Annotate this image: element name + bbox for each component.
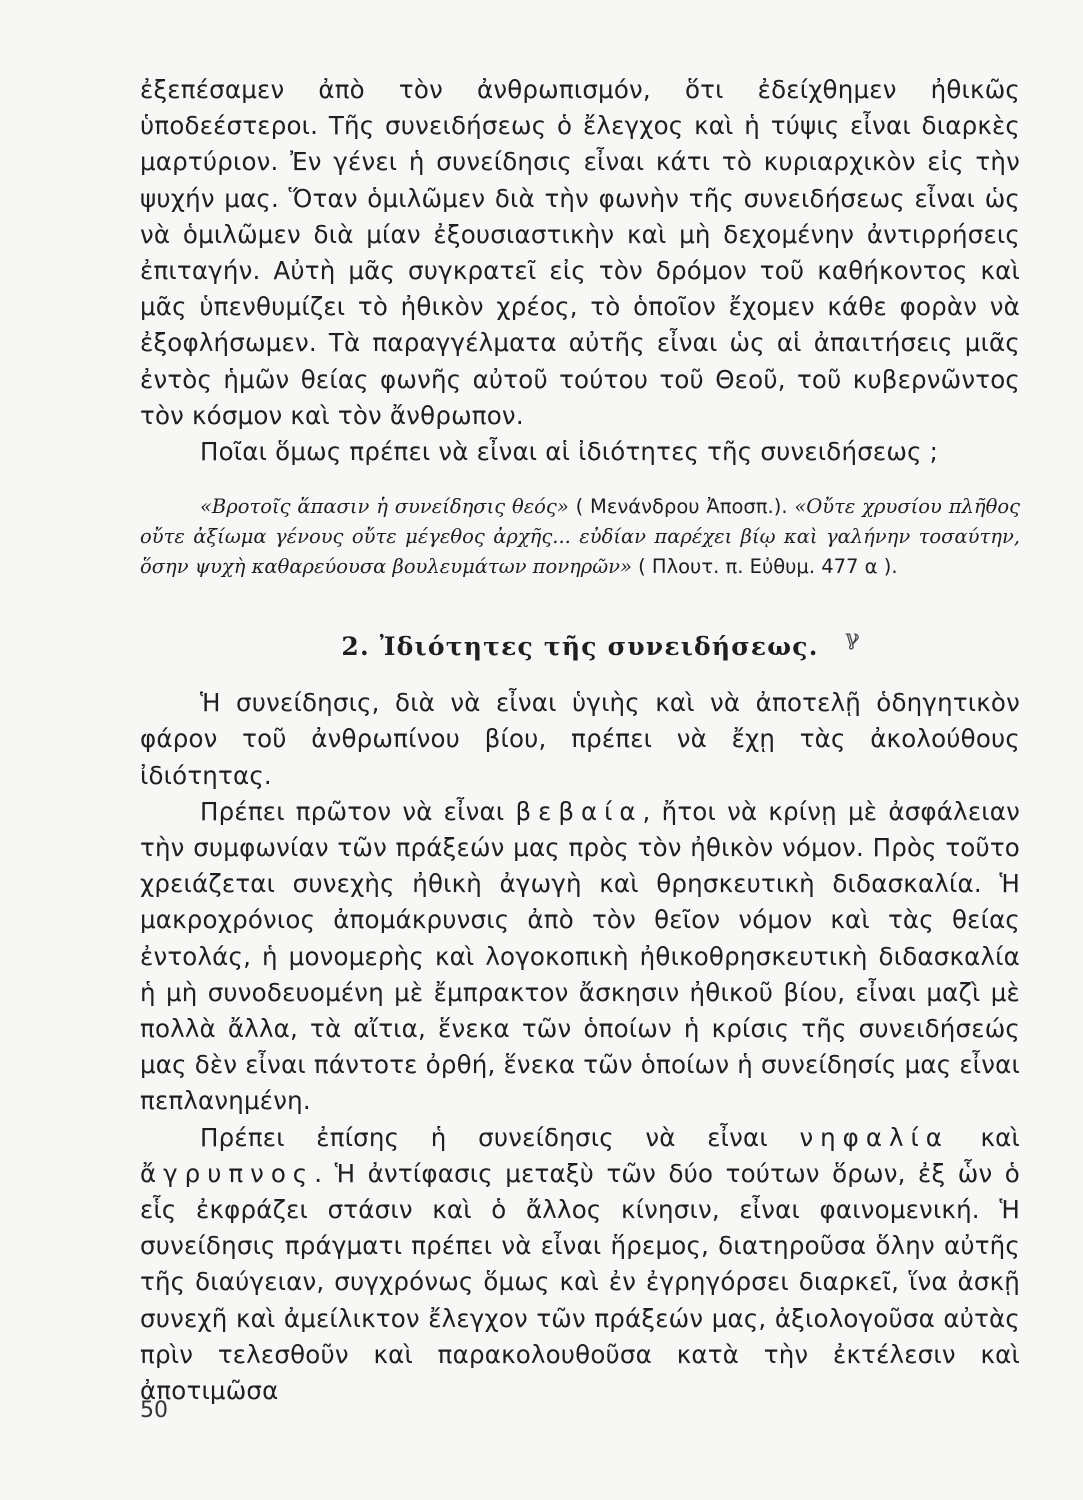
paragraph-certain-start: Πρέπει πρῶτον νὰ εἶναι — [200, 796, 516, 826]
paragraph-sober-rest: . Ἡ ἀντίφασις μεταξὺ τῶν δύο τούτων ὅρων, ἐξ ὧν ὁ εἷς ἐκφράζει στάσιν καὶ ὁ ἄλλος κίνησιν, εἶναι φαινομενική. Ἡ συνείδησις πράγματι πρέπει νὰ εἶναι ἥρεμος, διατηροῦσα ὅλην αὐτῆς τῆς διαύγειαν, συγχρόνως ὅμως καὶ ἐν ἐγρηγόρσει διαρκεῖ, ἵνα ἀσκῇ συνεχῆ καὶ ἀμείλικτον ἔλεγχον τῶν πράξεών μας, ἀξιολογοῦσα αὐτὰς πρὶν τελεσθοῦν καὶ παρακολουθοῦσα κατὰ τὴν ἐκτέλεσιν καὶ ἀποτιμῶσα — [140, 1158, 1020, 1406]
quote-plutarch: «Οὔτε χρυσίου πλῆθος οὔτε ἀξίωμα γένους οὔτε μέγεθος ἀρχῆς... εὐδίαν παρέχει βίῳ καὶ γαλήνην τοσαύτην, ὅσην ψυχὴ καθαρεύουσα βουλευμάτων πονηρῶν» — [140, 495, 1020, 579]
section-heading-text: 2. Ἰδιότητες τῆς συνειδήσεως. — [341, 632, 819, 662]
term-certain: βεβαία — [515, 796, 643, 826]
paragraph-certain — [140, 794, 1020, 1120]
section-heading — [140, 626, 1020, 662]
paragraph-sober-start: Πρέπει ἐπίσης ἡ συνείδησις νὰ εἶναι — [200, 1122, 800, 1152]
page-body — [140, 72, 1020, 1409]
handwritten-margin-mark: ℽ — [845, 626, 861, 652]
term-sober: νηφαλία — [799, 1122, 949, 1152]
page-number: 50 — [140, 1398, 168, 1423]
quotation-block — [140, 492, 1020, 582]
quote-menander-source: ( Μενάνδρου Ἀποσπ.). — [568, 495, 795, 519]
paragraph-sober-and: καὶ — [948, 1122, 1020, 1152]
term-vigilant: ἄγρυπνος — [140, 1158, 315, 1188]
paragraph-question: Ποῖαι ὅμως πρέπει νὰ εἶναι αἱ ἰδιότητες τῆς συνειδήσεως ; — [200, 437, 939, 467]
paragraph-certain-rest: , ἤτοι νὰ κρίνῃ μὲ ἀσφάλειαν τὴν συμφωνίαν τῶν πράξεών μας πρὸς τὸν ἠθικὸν νόμον. Πρὸς τοῦτο χρειάζεται συνεχὴς ἠθικὴ ἀγωγὴ καὶ θρησκευτικὴ διδασκαλία. Ἡ μακροχρόνιος ἀπομάκρυνσις ἀπὸ τὸν θεῖον νόμον καὶ τὰς θείας ἐντολάς, ἡ μονομερὴς καὶ λογοκοπικὴ ἠθικοθρησκευτικὴ διδασκαλία ἡ μὴ συνοδευομένη μὲ ἔμπρακτον ἄσκησιν ἠθικοῦ βίου, εἶναι μαζὶ μὲ πολλὰ ἄλλα, τὰ αἴτια, ἕνεκα τῶν ὁποίων ἡ κρίσις τῆς συνειδήσεώς μας δὲν εἶναι πάντοτε ὀρθή, ἕνεκα τῶν ὁποίων ἡ συνείδησίς μας εἶναι πεπλανημένη. — [140, 796, 1020, 1116]
paragraph-sober-vigilant — [140, 1120, 1020, 1410]
paragraph-intro-properties: Ἡ συνείδησις, διὰ νὰ εἶναι ὑγιὴς καὶ νὰ ἀποτελῇ ὁδηγητικὸν φάρον τοῦ ἀνθρωπίνου βίου, πρέπει νὰ ἔχῃ τὰς ἀκολούθους ἰδιότητας. — [140, 688, 1020, 790]
paragraph-continuation: ἐξεπέσαμεν ἀπὸ τὸν ἀνθρωπισμόν, ὅτι ἐδείχθημεν ἠθικῶς ὑποδεέστεροι. Τῆς συνειδήσεως ὁ ἔλεγχος καὶ ἡ τύψις εἶναι διαρκὲς μαρτύριον. Ἐν γένει ἡ συνείδησις εἶναι κάτι τὸ κυριαρχικὸν εἰς τὴν ψυχήν μας. Ὅταν ὁμιλῶμεν διὰ τὴν φωνὴν τῆς συνειδήσεως εἶναι ὡς νὰ ὁμιλῶμεν διὰ μίαν ἐξουσιαστικὴν καὶ μὴ δεχομένην ἀντιρρήσεις ἐπιταγήν. Αὐτὴ μᾶς συγκρατεῖ εἰς τὸν δρόμον τοῦ καθήκοντος καὶ μᾶς ὑπενθυμίζει τὸ ἠθικὸν χρέος, τὸ ὁποῖον ἔχομεν κάθε φορὰν νὰ ἐξοφλήσωμεν. Τὰ παραγγέλματα αὐτῆς εἶναι ὡς αἱ ἀπαιτήσεις μιᾶς ἐντὸς ἡμῶν θείας φωνῆς αὐτοῦ τούτου τοῦ Θεοῦ, τοῦ κυβερνῶντος τὸν κόσμον καὶ τὸν ἄνθρωπον. — [140, 75, 1020, 430]
quote-menander: «Βροτοῖς ἅπασιν ἡ συνείδησις θεός» — [200, 495, 569, 519]
quote-plutarch-source: ( Πλουτ. π. Εὐθυμ. 477 α ). — [631, 555, 898, 579]
